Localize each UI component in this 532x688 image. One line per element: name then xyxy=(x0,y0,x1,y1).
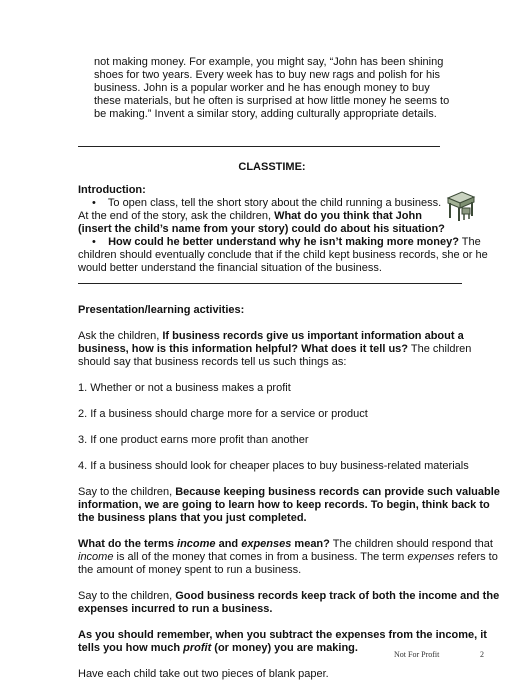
list-item: 4. If a business should look for cheaper places to buy business-related materials xyxy=(78,460,469,472)
introduction-section xyxy=(78,184,498,275)
section-divider xyxy=(78,146,440,147)
text-bold-italic: income xyxy=(177,538,216,550)
text-bold: Because keeping business records can provide such valuable xyxy=(175,486,500,498)
text-italic: income xyxy=(78,551,114,563)
intro-line: shoes for two years. Every week has to buy new rags and polish for his xyxy=(94,69,441,81)
terms-line xyxy=(78,538,508,551)
ask-line xyxy=(78,330,508,343)
text-italic: expenses xyxy=(407,551,455,563)
remember-line xyxy=(78,642,508,655)
list-item: 2. If a business should charge more for a service or product xyxy=(78,408,368,420)
intro-question-line xyxy=(78,210,498,223)
footer-label: Not For Profit xyxy=(394,650,440,659)
text-bold: and xyxy=(215,538,242,550)
intro-line: would better understand the financial situation of the business. xyxy=(78,262,382,274)
text-bold-italic: profit xyxy=(183,642,212,654)
text-bold: What do the terms xyxy=(78,538,178,550)
introduction-heading: Introduction: xyxy=(78,184,146,196)
text-bold: business, how is this information helpful? What does it tell us? xyxy=(78,343,409,355)
intro-line: be making.” Invent a similar story, adding culturally appropriate details. xyxy=(94,108,437,120)
list-item: 1. Whether or not a business makes a profit xyxy=(78,382,291,394)
intro-line: these materials, but he often is surprised at how little money he seems to xyxy=(94,95,450,107)
say-line: expenses incurred to run a business. xyxy=(78,603,273,615)
paper-line: Have each child take out two pieces of blank paper. xyxy=(78,668,329,680)
text-bold: mean? xyxy=(291,538,330,550)
classtime-heading: CLASSTIME: xyxy=(238,161,306,173)
ask-line: should say that business records tell us such things as: xyxy=(78,356,347,368)
text-plain: is all of the money that comes in from a business. The term xyxy=(113,551,408,563)
text-bold: tells you how much xyxy=(78,642,184,654)
say-line: the business plans that you just completed. xyxy=(78,512,307,524)
intro-bullet-2 xyxy=(78,236,498,249)
intro-line: business. John is a popular worker and he has enough money to buy xyxy=(94,82,430,94)
text-bold: What do you think that John xyxy=(274,210,422,222)
text-plain: Ask the children, xyxy=(78,330,163,342)
intro-bullet-text: To open class, tell the short story about the child running a business. xyxy=(107,197,442,209)
intro-line: not making money. For example, you might say, “John has been shining xyxy=(94,56,444,68)
say-line: information, we are going to learn how to keep records. To begin, think back to xyxy=(78,499,490,511)
intro-paragraph xyxy=(94,56,474,121)
text-plain: refers to xyxy=(454,551,498,563)
intro-question-line: (insert the child’s name from your story) could do about his situation? xyxy=(78,223,445,235)
text-plain: The xyxy=(458,236,481,248)
presentation-section xyxy=(78,304,508,681)
say-line xyxy=(78,590,508,603)
ask-line xyxy=(78,343,508,356)
list-item: 3. If one product earns more profit than another xyxy=(78,434,309,446)
text-plain: Say to the children, xyxy=(78,590,176,602)
text-bold: How could he better understand why he isn’t making more money? xyxy=(108,236,459,248)
page-number: 2 xyxy=(480,650,484,659)
presentation-heading: Presentation/learning activities: xyxy=(78,304,245,316)
text-bold: Good business records keep track of both the income and the xyxy=(175,590,500,602)
section-divider xyxy=(78,283,462,284)
terms-line: the amount of money spent to run a business. xyxy=(78,564,302,576)
bullet-icon: • xyxy=(92,197,96,209)
text-plain: The children should respond that xyxy=(329,538,493,550)
text-bold: If business records give us important information about a xyxy=(162,330,464,342)
text-plain: Say to the children, xyxy=(78,486,176,498)
text-bold: (or money) you are making. xyxy=(211,642,358,654)
remember-line: As you should remember, when you subtract the expenses from the income, it xyxy=(78,629,487,641)
desk-clipart-icon xyxy=(444,188,478,222)
text-bold-italic: expenses xyxy=(241,538,292,550)
intro-line: children should eventually conclude that if the child kept business records, she or he xyxy=(78,249,488,261)
text-plain: The children xyxy=(408,343,472,355)
terms-line xyxy=(78,551,508,564)
bullet-icon: • xyxy=(92,236,96,248)
intro-bullet-1 xyxy=(78,197,498,210)
text-plain: At the end of the story, ask the children, xyxy=(78,210,275,222)
say-line xyxy=(78,486,508,499)
